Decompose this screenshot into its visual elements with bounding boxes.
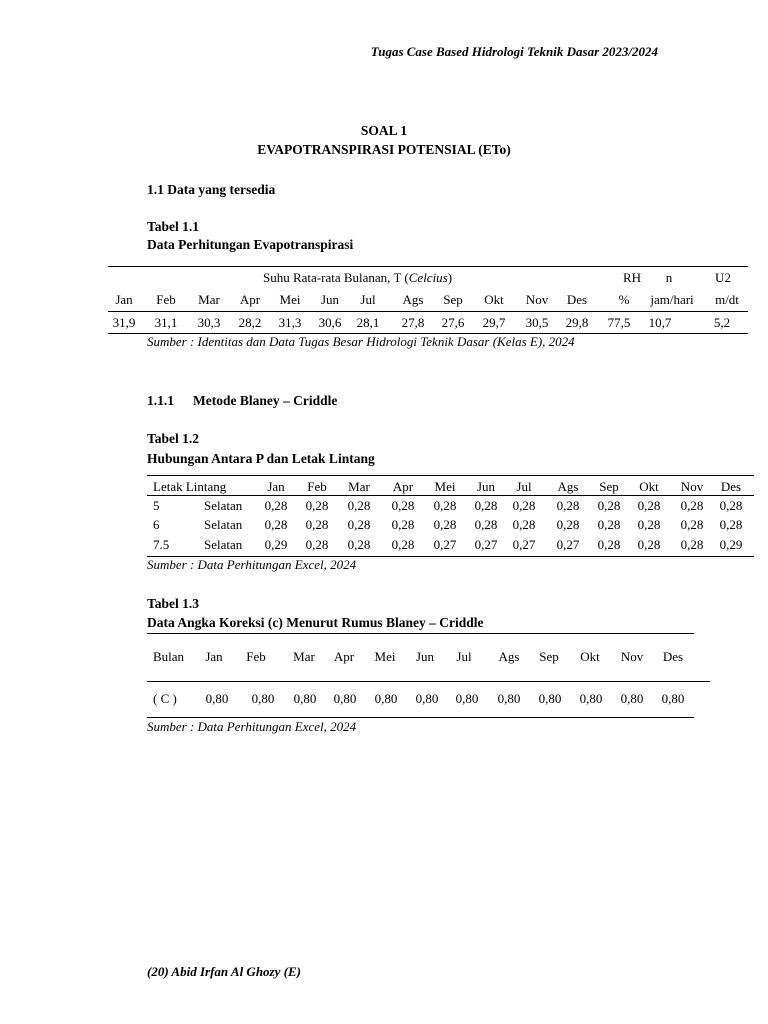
correction-cell: 0,80 (293, 691, 317, 706)
correction-cell: 0,80 (333, 691, 357, 706)
temperature-cell: 31,9 (112, 315, 136, 330)
direction-cell: Selatan (204, 537, 243, 552)
month-header: Nov (680, 479, 704, 494)
table-source: Sumber : Identitas dan Data Tugas Besar Hidrologi Teknik Dasar (Kelas E), 2024 (147, 334, 575, 349)
u2-header: U2 (715, 270, 731, 285)
p-value-cell: 0,28 (305, 498, 329, 513)
document-header: Tugas Case Based Hidrologi Teknik Dasar 2023/2024 (370, 44, 658, 59)
section-heading: 1.1 Data yang tersedia (147, 182, 276, 197)
correction-cell: 0,80 (374, 691, 398, 706)
temperature-cell: 30,5 (525, 315, 549, 330)
n-unit: jam/hari (650, 292, 694, 307)
p-value-cell: 0,28 (637, 517, 661, 532)
month-header: Mei (434, 479, 456, 494)
p-value-cell: 0,28 (474, 517, 498, 532)
p-value-cell: 0,27 (474, 537, 498, 552)
p-value-cell: 0,28 (680, 517, 704, 532)
temperature-cell: 28,2 (238, 315, 262, 330)
u2-unit: m/dt (715, 292, 739, 307)
rh-value: 77,5 (607, 315, 631, 330)
direction-cell: Selatan (204, 517, 243, 532)
table-source: Sumber : Data Perhitungan Excel, 2024 (147, 719, 357, 734)
temperature-cell: 28,1 (356, 315, 380, 330)
table-header-rule (147, 681, 710, 682)
subsection-title: Metode Blaney – Criddle (193, 393, 338, 408)
table-caption: Data Perhitungan Evapotranspirasi (147, 237, 354, 252)
table-header-rule (147, 495, 754, 496)
month-header: Des (662, 649, 684, 664)
letak-lintang-header: Letak Lintang (153, 479, 227, 494)
table-source: Sumber : Data Perhitungan Excel, 2024 (147, 557, 357, 572)
c-row-label: ( C ) (153, 691, 177, 706)
p-value-cell: 0,28 (597, 517, 621, 532)
p-value-cell: 0,28 (719, 517, 743, 532)
p-value-cell: 0,28 (512, 498, 536, 513)
p-value-cell: 0,28 (305, 537, 329, 552)
month-header: Mei (374, 649, 396, 664)
table-label: Tabel 1.1 (147, 219, 200, 234)
month-header: Sep (599, 479, 619, 494)
month-header: Ags (402, 292, 424, 307)
month-header: Mar (198, 292, 220, 307)
month-header: Nov (620, 649, 644, 664)
p-value-cell: 0,28 (680, 537, 704, 552)
table-caption: Hubungan Antara P dan Letak Lintang (147, 451, 375, 466)
month-header: Apr (333, 649, 355, 664)
month-header: Okt (580, 649, 600, 664)
rh-unit: % (618, 292, 630, 307)
temperature-cell: 31,3 (278, 315, 302, 330)
month-header: Okt (639, 479, 659, 494)
p-value-cell: 0,28 (719, 498, 743, 513)
month-header: Sep (443, 292, 463, 307)
n-value: 10,7 (648, 315, 672, 330)
month-header: Jul (456, 649, 472, 664)
table-label: Tabel 1.2 (147, 431, 200, 446)
correction-cell: 0,80 (538, 691, 562, 706)
p-value-cell: 0,28 (347, 537, 371, 552)
month-header: Apr (239, 292, 261, 307)
temperature-cell: 31,1 (154, 315, 178, 330)
p-value-cell: 0,27 (433, 537, 457, 552)
p-value-cell: 0,27 (512, 537, 536, 552)
month-header: Mar (348, 479, 370, 494)
month-header: Ags (498, 649, 520, 664)
p-value-cell: 0,29 (264, 537, 288, 552)
correction-cell: 0,80 (620, 691, 644, 706)
table-header-rule (108, 311, 748, 312)
temperature-cell: 30,3 (197, 315, 221, 330)
table-label: Tabel 1.3 (147, 596, 200, 611)
month-header: Sep (539, 649, 559, 664)
p-value-cell: 0,28 (391, 537, 415, 552)
correction-cell: 0,80 (455, 691, 479, 706)
temperature-cell: 27,8 (401, 315, 425, 330)
p-value-cell: 0,28 (391, 517, 415, 532)
correction-cell: 0,80 (205, 691, 229, 706)
u2-value: 5,2 (713, 315, 731, 330)
correction-cell: 0,80 (579, 691, 603, 706)
p-value-cell: 0,28 (680, 498, 704, 513)
p-value-cell: 0,28 (433, 498, 457, 513)
temperature-cell: 29,7 (482, 315, 506, 330)
p-value-cell: 0,28 (597, 537, 621, 552)
p-value-cell: 0,28 (474, 498, 498, 513)
month-header: Nov (525, 292, 549, 307)
latitude-cell: 6 (153, 517, 160, 532)
suhu-header: Suhu Rata-rata Bulanan, T (Celcius) (263, 270, 453, 285)
latitude-cell: 7.5 (153, 537, 170, 552)
direction-cell: Selatan (204, 498, 243, 513)
month-header: Des (720, 479, 742, 494)
month-header: Jun (476, 479, 496, 494)
temperature-cell: 27,6 (441, 315, 465, 330)
p-value-cell: 0,28 (305, 517, 329, 532)
month-header: Feb (307, 479, 327, 494)
p-value-cell: 0,27 (556, 537, 580, 552)
month-header: Ags (557, 479, 579, 494)
p-value-cell: 0,29 (719, 537, 743, 552)
soal-title: SOAL 1 (360, 123, 408, 138)
month-header: Des (566, 292, 588, 307)
month-header: Feb (246, 649, 266, 664)
subsection-number: 1.1.1 (147, 393, 174, 408)
p-value-cell: 0,28 (433, 517, 457, 532)
document-footer: (20) Abid Irfan Al Ghozy (E) (147, 964, 301, 979)
temperature-cell: 29,8 (565, 315, 589, 330)
rh-header: RH (622, 270, 642, 285)
table-caption: Data Angka Koreksi (c) Menurut Rumus Blaney – Criddle (147, 615, 484, 630)
correction-cell: 0,80 (251, 691, 275, 706)
table-bottom-rule (147, 717, 694, 718)
month-header: Jul (516, 479, 532, 494)
p-value-cell: 0,28 (347, 498, 371, 513)
p-value-cell: 0,28 (347, 517, 371, 532)
bulan-header: Bulan (153, 649, 185, 664)
table-top-rule (108, 266, 748, 267)
latitude-cell: 5 (153, 498, 160, 513)
p-value-cell: 0,28 (637, 498, 661, 513)
p-value-cell: 0,28 (391, 498, 415, 513)
month-header: Jan (205, 649, 223, 664)
correction-cell: 0,80 (415, 691, 439, 706)
p-value-cell: 0,28 (264, 498, 288, 513)
month-header: Jun (415, 649, 435, 664)
table-top-rule (147, 633, 694, 634)
n-header: n (665, 270, 673, 285)
month-header: Mar (293, 649, 315, 664)
month-header: Jun (320, 292, 340, 307)
month-header: Apr (392, 479, 414, 494)
table-top-rule (147, 475, 754, 476)
month-header: Feb (156, 292, 176, 307)
p-value-cell: 0,28 (264, 517, 288, 532)
correction-cell: 0,80 (661, 691, 685, 706)
month-header: Jan (267, 479, 285, 494)
month-header: Jan (115, 292, 133, 307)
correction-cell: 0,80 (497, 691, 521, 706)
p-value-cell: 0,28 (597, 498, 621, 513)
month-header: Mei (279, 292, 301, 307)
p-value-cell: 0,28 (512, 517, 536, 532)
soal-subtitle: EVAPOTRANSPIRASI POTENSIAL (ETo) (257, 142, 511, 157)
temperature-cell: 30,6 (318, 315, 342, 330)
p-value-cell: 0,28 (556, 498, 580, 513)
p-value-cell: 0,28 (637, 537, 661, 552)
month-header: Okt (484, 292, 504, 307)
p-value-cell: 0,28 (556, 517, 580, 532)
month-header: Jul (360, 292, 376, 307)
